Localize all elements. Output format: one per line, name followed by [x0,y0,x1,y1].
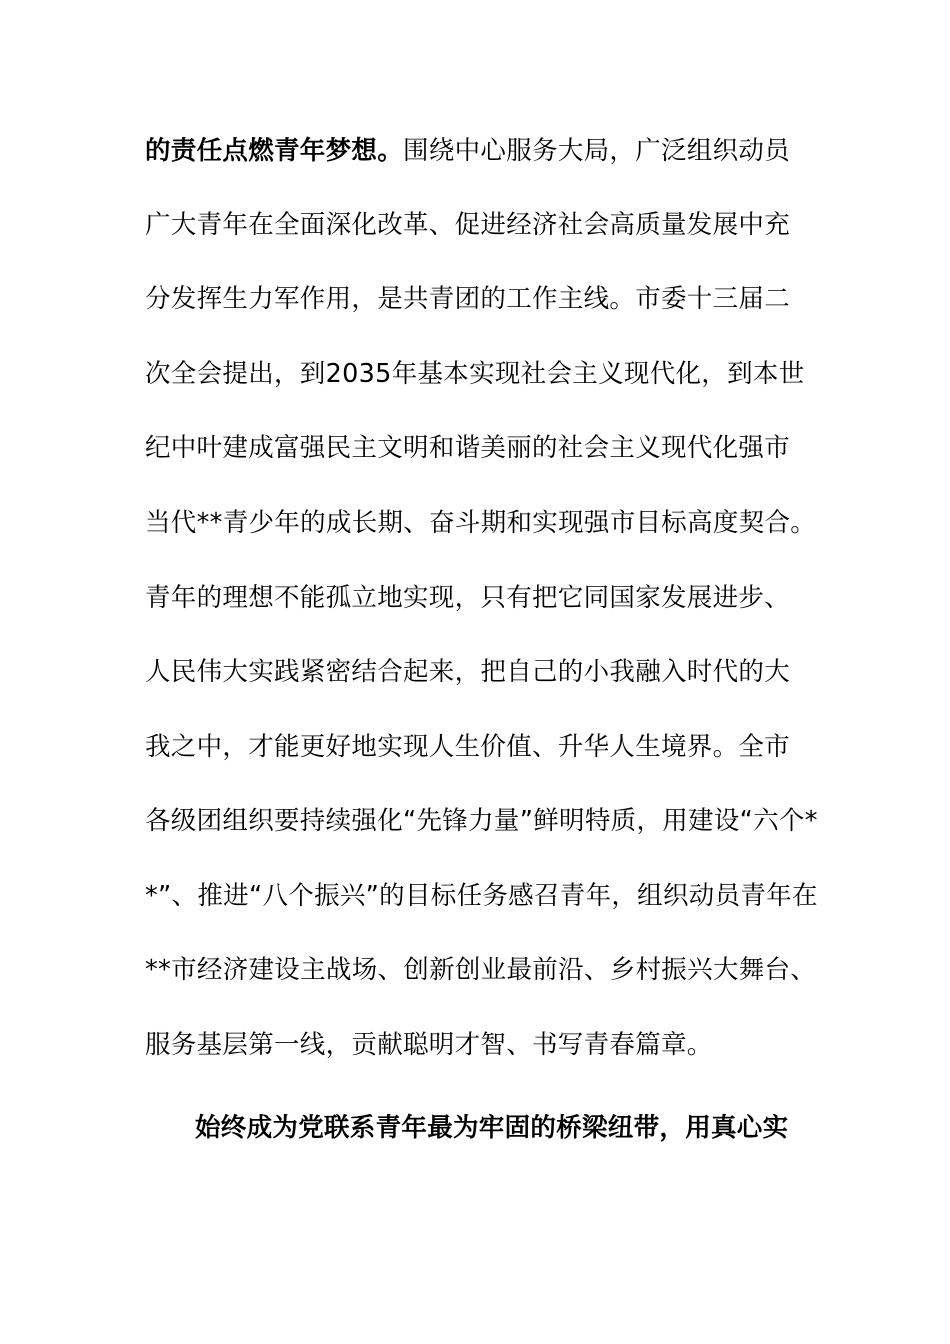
paragraph-1-line-10: 各级团组织要持续强化“先锋力量”鲜明特质，用建设“六个* [145,806,818,836]
paragraph-1-line-1-text: 围绕中心服务大局，广泛组织动员 [403,136,791,166]
paragraph-1-line-7: 青年的理想不能孤立地实现，只有把它同国家发展进步、 [145,583,791,613]
paragraph-1-line-12: **市经济建设主战场、创新创业最前沿、乡村振兴大舞台、 [145,955,817,985]
paragraph-1-line-9: 我之中，才能更好地实现人生价值、升华人生境界。全市 [145,732,791,762]
paragraph-1-line-13: 服务基层第一线，贡献聪明才智、书写青春篇章。 [145,1030,713,1060]
paragraph-1-line-6: 当代**青少年的成长期、奋斗期和实现强市目标高度契合。 [145,508,817,538]
paragraph-1-heading: 的责任点燃青年梦想。 [145,136,404,166]
paragraph-1-line-5: 纪中叶建成富强民主文明和谐美丽的社会主义现代化强市 [145,433,791,463]
paragraph-1-line-1 [145,133,825,169]
paragraph-1-line-11: *”、推进“八个振兴”的目标任务感召青年，组织动员青年在 [145,881,818,911]
paragraph-2-heading: 始终成为党联系青年最为牢固的桥梁纽带，用真心实 [195,1113,789,1143]
paragraph-1-line-2: 广大青年在全面深化改革、促进经济社会高质量发展中充 [145,210,791,240]
paragraph-1-line-3: 分发挥生力军作用，是共青团的工作主线。市委十三届二 [145,284,791,314]
paragraph-1-line-8: 人民伟大实践紧密结合起来，把自己的小我融入时代的大 [145,657,791,687]
paragraph-1-line-4: 次全会提出，到2035年基本实现社会主义现代化，到本世 [145,359,805,389]
